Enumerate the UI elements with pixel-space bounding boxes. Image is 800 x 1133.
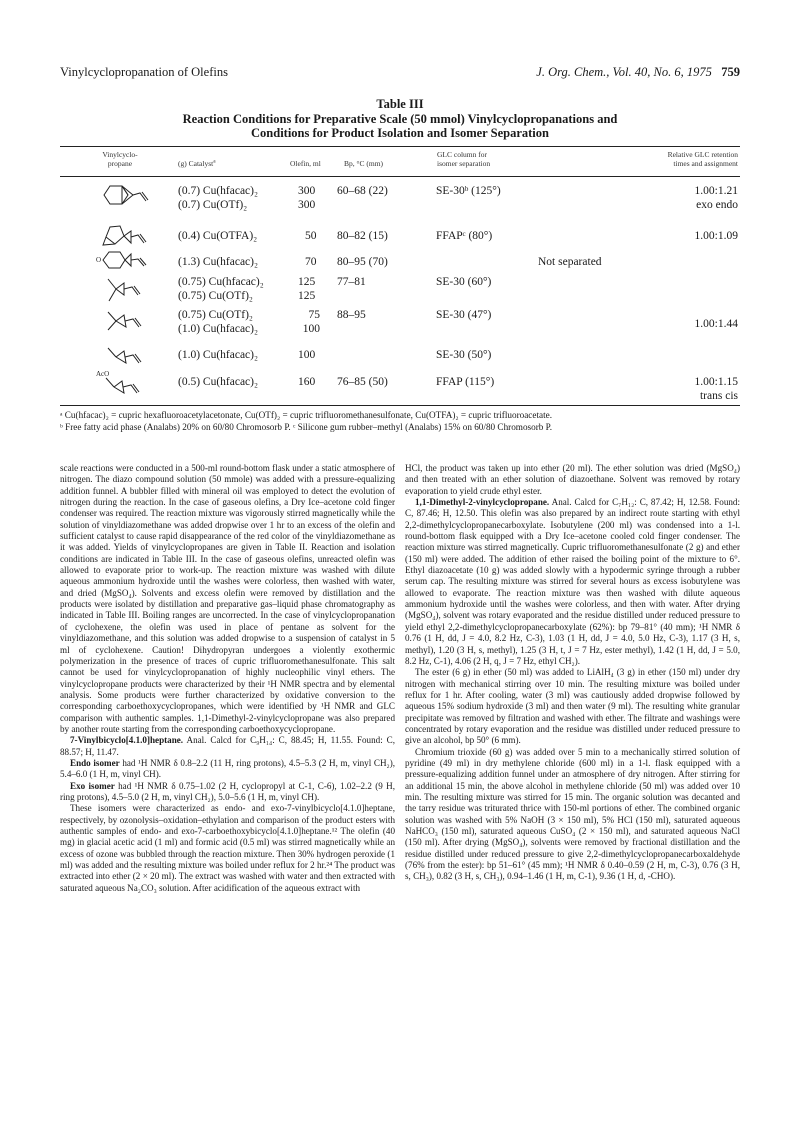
acetoxymethyl-vinylcyclopropane-structure (96, 368, 154, 402)
paragraph-heading: 1,1-Dimethyl-2-vinylcyclopropane. (415, 497, 550, 508)
row5-olefin (298, 309, 320, 336)
row2-olefin: 50 (305, 230, 317, 242)
table-label: Table III (376, 97, 424, 111)
col-header-vinylcyclopropane (95, 150, 145, 168)
col-header-catalyst (178, 159, 216, 168)
cyclopentenyl-vinylcyclopropane-structure (100, 221, 155, 251)
body-right-column (405, 463, 740, 883)
col-header-glc-line1: GLC column for (437, 150, 487, 159)
paragraph-text: Chromium trioxide (60 g) was added over 5 min to a mechanically stirred solution of pyridine (49 ml) in dry methylene chloride (600 ml) in a 1-l. flask equipped with a pressure-equalizing addition funnel under an atmosphere of dry nitrogen. After stirring for an additional 15 min, the above alcohol in methylene chloride (50 ml) was added over 10 min. The resulting mixture was stirred for 15 min. The organic solution was decanted and the tarry residue was triturated thrice with 150-ml portions of ether. The combined organic solution was washed with 5% NaOH (3 × 150 ml), 5% HCl (150 ml), saturated aqueous NaHCO₃ (150 ml), saturated aqueous CuSO₄ (2 × 150 ml), and saturated aqueous NaCl (150 ml). After drying (MgSO₄), solvents were removed by fractional distillation and the residue distilled under reduced pressure to give 2,2-dimethylcyclopropanecarboxaldehyde (76% from the ester): bp 51–61° (45 mm); ¹H NMR δ 0.40–0.59 (2 H, m, C-3), 0.76 (3 H, s, CH₃), 0.82 (3 H, s, CH₃), 0.94–1.46 (1 H, m, C-1), 9.36 (1 H, d, -CHO). (405, 746, 740, 882)
row3-bp: 80–95 (70) (337, 256, 388, 268)
row5-retention: 1.00:1.44 (694, 318, 738, 330)
row6-olefin: 100 (298, 349, 316, 361)
acetoxy-group-label: AcO (96, 370, 110, 378)
table-header-rule (60, 176, 740, 177)
vinylbicycloheptane-structure (100, 181, 155, 211)
paragraph (405, 463, 740, 497)
table-top-rule (60, 146, 740, 147)
paragraph-heading: Endo isomer (70, 757, 120, 768)
row1-retention-ratio: 1.00:1.21 (694, 185, 738, 197)
paragraph-text: Anal. Calcd for C₉H₁₄: C, 88.45; H, 11.55. Found: C, 88.57; H, 11.47. (60, 735, 395, 757)
paragraph-heading: 7-Vinylbicyclo[4.1.0]heptane. (70, 735, 184, 746)
row4-bp: 77–81 (337, 276, 366, 288)
row2-bp: 80–82 (15) (337, 230, 388, 242)
row1-olefin-b: 300 (298, 198, 316, 211)
dimethyl-vinylcyclopropane-structure (104, 308, 154, 338)
paragraph-heading: Exo isomer (70, 780, 115, 791)
row2-retention: 1.00:1.09 (694, 230, 738, 242)
catalyst-footnote-mark: a (213, 158, 216, 165)
row2-catalyst: (0.4) Cu(OTFA)₂ (178, 230, 258, 242)
paragraph-text: scale reactions were conducted in a 500-ml round-bottom flask under a static atmosphere of nitrogen. The diazo compound solution (50 mmole) was added with a pressure-equalizing addition funnel. A bubbler filled with mineral oil was employed to detect the evolution of nitrogen during the reaction. In the case of gaseous olefins, a Dry Ice–acetone cold finger condenser was required. The reaction mixture was vigorously stirred magnetically while the solution of vinyldiazomethane was added dropwise over 1 hr to an excess of the olefin and sufficient catalyst to cause rapid disappearance of the red color of the vinyldiazomethane as it was added. Yields of vinylcyclopropanes are given in Table II. Reaction and isolation conditions are indicated in Table III. In the case of gaseous olefins, unreacted olefin was allowed to evaporate prior to work-up. The reaction mixture was washed with dilute aqueous ammonium hydroxide until the washes were colorless, then washed with water, and dried (MgSO₄). Solvents and excess olefin were removed by distillation and the products were isolated by distillation and preparative gas–liquid phase chromatography as indicated in Table III. Boiling ranges are uncorrected. In the case of vinylcyclopropanation of cyclohexene, the olefin was used in place of pentane as solvent for the vinyldiazomethane, and this solution was added dropwise to a suspension of catalyst in 5 ml of cyclohexene. Caution! Dihydropyran undergoes a violently exothermic polymerization in the presence of traces of cupric trifluoromethanesulfonate. This salt cannot be used for vinylcyclopropanation of highly nucleophilic vinyl ethers. The vinylcyclopropane products were characterized by their ¹H NMR spectra and by elemental analysis. Some products were further characterized by oxidative conversion to the corresponding carboethoxycyclopropanes, which were identified by ¹H NMR and GLC comparison with authentic samples. 1,1-Dimethyl-2-vinylcyclopropane was also prepared by another route starting from the corresponding carboethoxycyclopropane. (60, 463, 395, 734)
paragraph-text: Anal. Calcd for C₇H₁₂: C, 87.42; H, 12.58. Found: C, 87.46; H, 12.50. This olefin was also prepared by an indirect route starting with ethyl 2,2-dimethylcyclopropanecarboxylate. Isobutylene (200 ml) was condensed into a 1-l. round-bottom flask equipped with a Dry Ice–acetone cooled cold finger condenser. The reaction mixture was stirred magnetically. Cupric trifluoromethanesulfonate (2 g) and ether (150 ml) were added. The addition of ether raised the boiling point of the mixture to 6°. Ethyl diazoacetate (10 g) was added slowly with a hypodermic syringe through a rubber serum cap. The resulting mixture was stirred for several hours as excess isobutylene was allowed to evaporate. The reaction mixture was then washed with dilute aqueous ammonium hydroxide until the washes were colorless, and then with water. After drying (MgSO₄), solvent was rotary evaporated and the residue distilled under reduced pressure to yield ethyl 2,2-dimethylcyclopropanecarboxylate (62%): bp 79–81° (40 mm); ¹H NMR δ 0.76 (1 H, dd, J = 4.0, 8.2 Hz, C-3), 1.03 (1 H, dd, J = 4.0, 5.0 Hz, C-3), 1.17 (3 H, s, methyl), 1.20 (3 H, s, methyl), 1.25 (3 H, t, J = 7 Hz, ester methyl), 1.42 (1 H, dd, J = 5.0, 8.2 Hz, C-1), 4.06 (2 H, q, J = 7 Hz, ethyl CH₂). (405, 497, 740, 666)
row1-retention-assignment: exo endo (696, 198, 738, 211)
row7-retention (600, 376, 738, 403)
paragraph (405, 747, 740, 883)
row5-olefin-b: 100 (302, 322, 320, 335)
paragraph (60, 758, 395, 781)
running-title: Vinylcyclopropanation of Olefins (60, 65, 228, 79)
row4-olefin-b: 125 (298, 289, 316, 302)
row7-glc: FFAP (115°) (436, 376, 495, 388)
row4-catalyst-a: (0.75) Cu(hfacac)₂ (178, 276, 264, 288)
row3-retention: Not separated (538, 256, 602, 268)
col-header-vinyl-line1: Vinylcyclo- (102, 150, 138, 159)
row1-olefin-a: 300 (298, 185, 316, 197)
table-title-line2: Conditions for Product Isolation and Isomer Separation (251, 126, 549, 140)
row7-retention-ratio: 1.00:1.15 (694, 376, 738, 388)
paragraph-text: HCl, the product was taken up into ether (20 ml). The ether solution was dried (MgSO₄) and then treated with an ether solution of diazoethane. Solvent was removed by rotary evaporation to yield crude ethyl ester. (405, 463, 740, 496)
row1-catalyst (178, 185, 258, 212)
body-left-column (60, 463, 395, 894)
col-header-rel-line2: times and assignment (673, 159, 738, 168)
row5-bp: 88–95 (337, 309, 366, 321)
page-number: 759 (721, 65, 740, 79)
paragraph-text: The ester (6 g) in ether (50 ml) was added to LiAlH₄ (3 g) in ether (150 ml) under dry nitrogen with mechanical stirring over 10 min. The resulting mixture was boiled under reflux for 1 hr. After cooling, water (3 ml) was cautiously added dropwise followed by aqueous 15% sodium hydroxide (3 ml) and then water (9 ml). The resulting white granular precipitate was removed by filtration and washed with ether. The filtrate and washings were concentrated by rotary evaporation and the residue was distilled under reduced pressure to give an alcohol, bp 50° (6 mm). (405, 667, 740, 746)
col-header-olefin: Olefin, ml (290, 159, 321, 168)
paragraph-text: had ¹H NMR δ 0.8–2.2 (11 H, ring protons), 4.5–5.3 (2 H, m, vinyl CH₂), 5.4–6.0 (1 H, m, vinyl CH). (60, 757, 395, 780)
row4-catalyst (178, 276, 264, 303)
paragraph (405, 667, 740, 746)
row6-glc: SE-30 (50°) (436, 349, 492, 361)
table-title-line1: Reaction Conditions for Preparative Scale (50 mmol) Vinylcyclopropanations and (182, 111, 618, 126)
table-bottom-rule (60, 405, 740, 406)
row5-olefin-a: 75 (308, 309, 320, 321)
col-header-bp: Bp, °C (mm) (344, 159, 384, 168)
row4-olefin-a: 125 (298, 276, 316, 288)
paragraph (60, 781, 395, 804)
journal-citation (536, 65, 740, 80)
col-header-rel-line1: Relative GLC retention (667, 150, 738, 159)
row1-bp: 60–68 (22) (337, 185, 388, 197)
paragraph (405, 497, 740, 667)
oxabicyclo-vinylcyclopropane-structure (96, 248, 156, 276)
row1-catalyst-b: (0.7) Cu(OTf)₂ (178, 198, 248, 211)
table-caption (60, 97, 740, 141)
row1-olefin (298, 185, 315, 212)
row4-catalyst-b: (0.75) Cu(OTf)₂ (178, 289, 253, 302)
row7-olefin: 160 (298, 376, 316, 388)
oxygen-atom-label: O (96, 256, 102, 264)
col-header-glc (437, 150, 490, 168)
row7-retention-assignment: trans cis (699, 389, 738, 402)
row7-bp: 76–85 (50) (337, 376, 388, 388)
paragraph (60, 735, 395, 758)
row5-catalyst-a: (0.75) Cu(OTf)₂ (178, 309, 253, 321)
row1-retention (600, 185, 738, 212)
row6-catalyst: (1.0) Cu(hfacac)₂ (178, 349, 258, 361)
row3-olefin: 70 (305, 256, 317, 268)
paragraph (60, 803, 395, 894)
row3-catalyst: (1.3) Cu(hfacac)₂ (178, 256, 258, 268)
col-header-relative-retention (623, 150, 738, 168)
table-footnote-a: ᵃ Cu(hfacac)₂ = cupric hexafluoroacetylacetonate, Cu(OTf)₂ = cupric trifluoromethanesulfonate, Cu(OTFA)₂ = cupric trifluoroacetate. (60, 410, 553, 420)
trimethyl-vinylcyclopropane-structure (104, 275, 154, 309)
row5-glc: SE-30 (47°) (436, 309, 492, 321)
row2-glc: FFAPᶜ (80°) (436, 230, 493, 242)
row7-catalyst: (0.5) Cu(hfacac)₂ (178, 376, 258, 388)
row4-olefin (298, 276, 315, 303)
row4-glc: SE-30 (60°) (436, 276, 492, 288)
table-footnote-bc: ᵇ Free fatty acid phase (Analabs) 20% on 60/80 Chromosorb P. ᶜ Silicone gum rubber–methyl (Analabs) 15% on 60/80 Chromosorb P. (60, 422, 553, 432)
journal-name: J. Org. Chem., Vol. 40, No. 6, 1975 (536, 65, 712, 79)
row5-catalyst-b: (1.0) Cu(hfacac)₂ (178, 322, 258, 335)
paragraph-text: These isomers were characterized as endo- and exo-7-vinylbicyclo[4.1.0]heptane, respectively, by ozonolysis–oxidation–ethylation and comparison of the product esters with authentic samples of endo- and exo-7-carboethoxybicyclo[4.1.0]heptane.¹² The olefin (40 mg) in glacial acetic acid (1 ml) and formic acid (0.5 ml) was stirred magnetically while an excess of ozone was bubbled through the reaction mixture. Then 30% hydrogen peroxide (1 ml) was added and the resulting mixture was boiled under reflux for 2 hr.²⁴ The product was extracted into ether (2 × 20 ml). The extract was washed with water and then extracted with saturated aqueous Na₂CO₃ solution. After acidification of the aqueous extract with (60, 803, 395, 893)
col-header-glc-line2: isomer separation (437, 159, 491, 168)
col-header-vinyl-line2: propane (107, 159, 133, 168)
row1-catalyst-a: (0.7) Cu(hfacac)₂ (178, 185, 258, 197)
paragraph-text: had ¹H NMR δ 0.75–1.02 (2 H, cyclopropyl at C-1, C-6), 1.02–2.2 (9 H, ring protons), 4.5–5.0 (2 H, m, vinyl CH₂), 5.0–5.6 (1 H, m, vinyl CH). (60, 780, 395, 802)
paragraph (60, 463, 395, 735)
col-header-catalyst-text: (g) Catalyst (178, 159, 214, 168)
row1-glc: SE-30ᵇ (125°) (436, 185, 501, 197)
row5-catalyst (178, 309, 258, 336)
